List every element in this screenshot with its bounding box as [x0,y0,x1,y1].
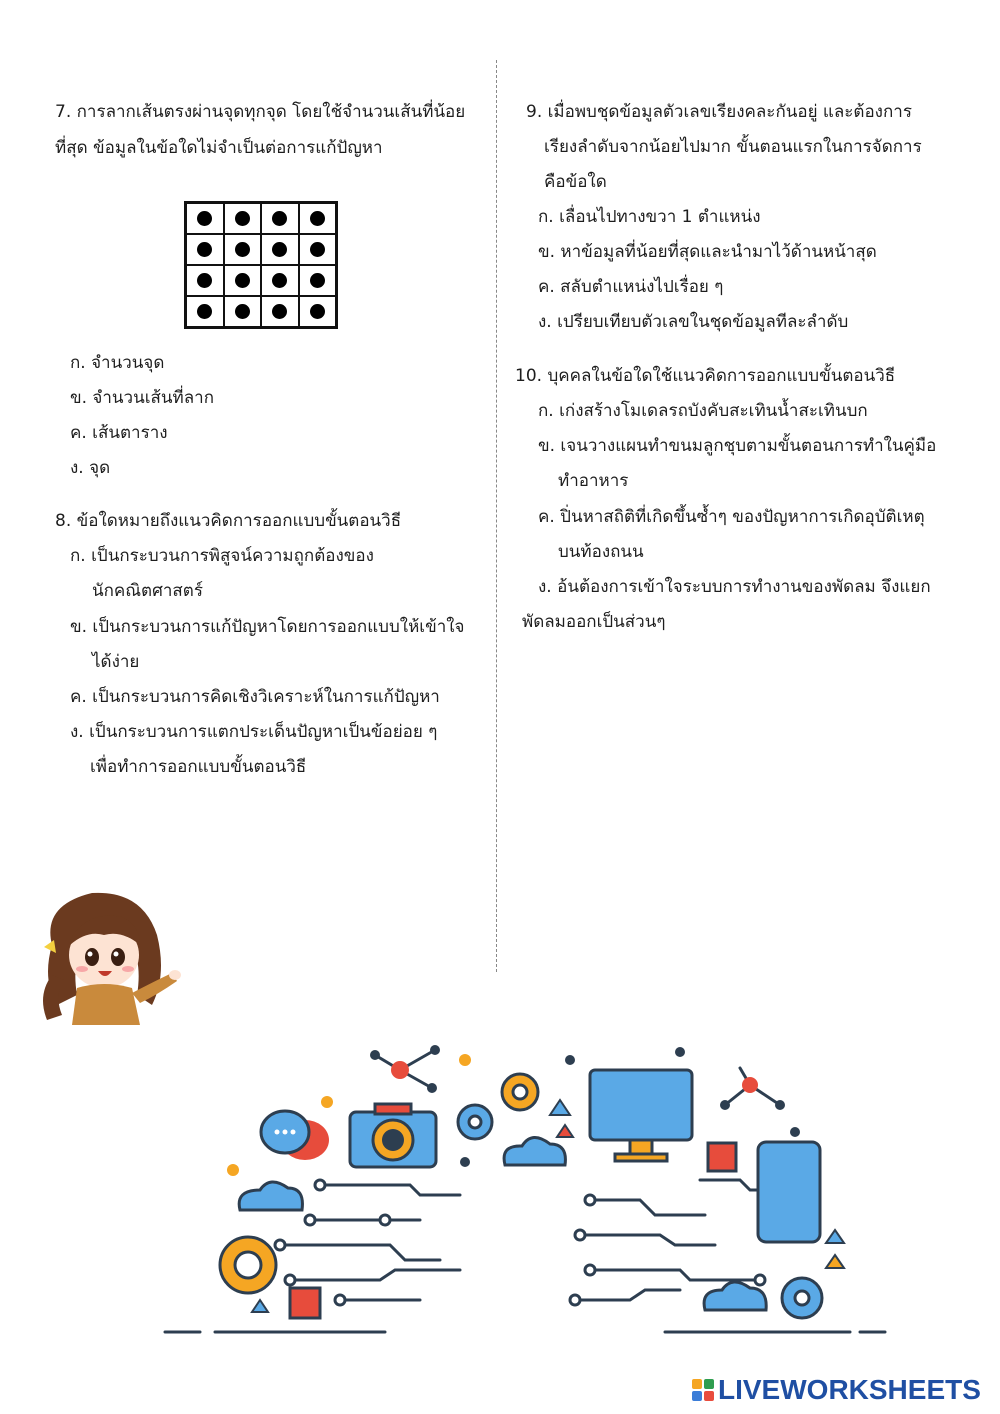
logo-square-1 [692,1379,702,1389]
q9-line3: คือข้อใด [544,172,607,192]
q8-choice-a[interactable]: ก. เป็นกระบวนการพิสูจน์ความถูกต้องของ [70,546,374,566]
grid-dot [197,242,212,257]
grid-cell [261,296,299,327]
grid-cell [186,234,224,265]
q10-choice-b-cont: ทำอาหาร [558,471,629,491]
q7-line1: 7. การลากเส้นตรงผ่านจุดทุกจุด โดยใช้จำนวนเส้นที่น้อย [55,102,466,122]
grid-cell [261,265,299,296]
q8-choice-b-cont: ได้ง่าย [92,652,140,672]
grid-dot [197,211,212,226]
grid-cell [299,296,337,327]
grid-dot [235,242,250,257]
q10-choice-d[interactable]: ง. อ้นต้องการเข้าใจระบบการทำงานของพัดลม จึงแยก [538,577,931,597]
liveworksheets-logo[interactable] [692,1374,981,1406]
grid-cell [186,203,224,234]
grid-dot [272,273,287,288]
q8-choice-c[interactable]: ค. เป็นกระบวนการคิดเชิงวิเคราะห์ในการแก้ปัญหา [70,687,440,707]
q10-choice-c[interactable]: ค. ปิ่นหาสถิติที่เกิดขึ้นซ้ำๆ ของปัญหาการเกิดอุบัติเหตุ [538,507,925,527]
grid-dot [272,242,287,257]
technology-illustration [160,1030,890,1340]
logo-square-3 [692,1391,702,1401]
q9-choice-d[interactable]: ง. เปรียบเทียบตัวเลขในชุดข้อมูลทีละลำดับ [538,312,849,332]
grid-cell [299,203,337,234]
q10-choice-c-cont: บนท้องถนน [558,542,644,562]
grid-cell [224,265,262,296]
q7-choice-a[interactable]: ก. จำนวนจุด [70,353,165,373]
grid-dot [235,304,250,319]
mascot-girl-illustration [32,885,182,1030]
dot-grid-figure [184,201,338,329]
q10-choice-a[interactable]: ก. เก่งสร้างโมเดลรถบังคับสะเทินน้ำสะเทินบก [538,401,868,421]
q10-question: 10. บุคคลในข้อใดใช้แนวคิดการออกแบบขั้นตอนวิธี [515,366,896,386]
grid-cell [261,203,299,234]
q9-choice-c[interactable]: ค. สลับตำแหน่งไปเรื่อย ๆ [538,277,724,297]
grid-cell [186,265,224,296]
grid-dot [310,273,325,288]
q9-choice-b[interactable]: ข. หาข้อมูลที่น้อยที่สุดและนำมาไว้ด้านหน้าสุด [538,242,877,262]
q7-choice-c[interactable]: ค. เส้นตาราง [70,423,168,443]
grid-cell [299,265,337,296]
q8-choice-d-cont: เพื่อทำการออกแบบขั้นตอนวิธี [90,757,307,777]
grid-dot [310,211,325,226]
logo-square-4 [704,1391,714,1401]
q7-line2: ที่สุด ข้อมูลในข้อใดไม่จำเป็นต่อการแก้ปัญหา [55,138,383,158]
grid-dot [197,273,212,288]
logo-square-2 [704,1379,714,1389]
q7-choice-d[interactable]: ง. จุด [70,458,111,478]
q8-choice-a-cont: นักคณิตศาสตร์ [92,581,203,601]
q9-choice-a[interactable]: ก. เลื่อนไปทางขวา 1 ตำแหน่ง [538,207,761,227]
grid-dot [235,273,250,288]
grid-cell [224,203,262,234]
grid-dot [310,304,325,319]
q7-choice-b[interactable]: ข. จำนวนเส้นที่ลาก [70,388,214,408]
grid-cell [299,234,337,265]
grid-dot [272,211,287,226]
liveworksheets-logo-icon [692,1379,714,1401]
grid-dot [310,242,325,257]
q9-line2: เรียงลำดับจากน้อยไปมาก ขั้นตอนแรกในการจัดการ [544,137,922,157]
grid-cell [186,296,224,327]
grid-cell [261,234,299,265]
q9-line1: 9. เมื่อพบชุดข้อมูลตัวเลขเรียงคละกันอยู่ และต้องการ [526,102,912,122]
q8-question: 8. ข้อใดหมายถึงแนวคิดการออกแบบขั้นตอนวิธี [55,511,402,531]
grid-dot [235,211,250,226]
grid-cell [224,234,262,265]
column-divider [496,60,497,972]
grid-cell [224,296,262,327]
q10-choice-b[interactable]: ข. เจนวางแผนทำขนมลูกชุบตามขั้นตอนการทำในคู่มือ [538,436,937,456]
grid-dot [272,304,287,319]
q10-choice-d-cont: พัดลมออกเป็นส่วนๆ [522,612,666,632]
grid-dot [197,304,212,319]
q8-choice-d[interactable]: ง. เป็นกระบวนการแตกประเด็นปัญหาเป็นข้อย่อย ๆ [70,722,438,742]
liveworksheets-logo-text: LIVEWORKSHEETS [718,1374,981,1405]
q8-choice-b[interactable]: ข. เป็นกระบวนการแก้ปัญหาโดยการออกแบบให้เข้าใจ [70,617,465,637]
